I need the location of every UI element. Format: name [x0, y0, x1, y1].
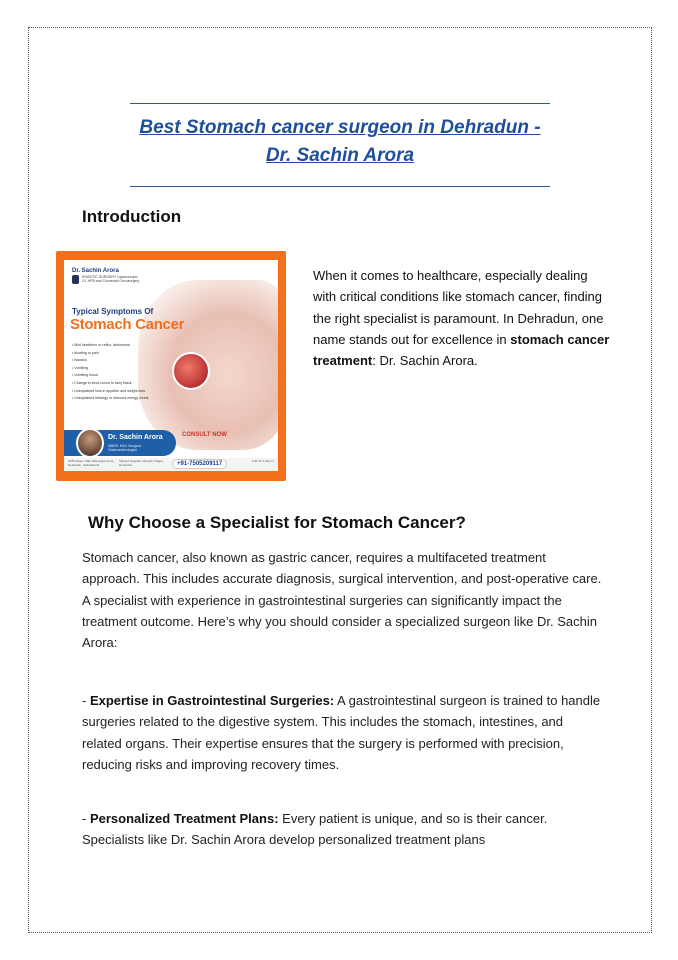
list-item: • Mild heartburn or reflux, abdominal: [72, 342, 172, 350]
document-title[interactable]: [130, 114, 550, 170]
intro-text-bold: stomach cancer treatment: [313, 331, 610, 369]
point-prefix: -: [82, 811, 90, 826]
intro-text-part2: : Dr. Sachin Arora.: [372, 353, 478, 369]
title-top-rule: [130, 103, 550, 104]
point-text: A gastrointestinal surgeon is trained to handle surgeries related to the digestive system. This includes the stomach, intestines, and related organs. Their expertise ensures that the surgery is performed with precision, reducing risks and improving recovery times.: [82, 693, 601, 772]
list-item: • Vomiting blood: [72, 372, 172, 380]
stomach-illustration-icon: [172, 352, 210, 390]
document-title-line1[interactable]: Best Stomach cancer surgeon in Dehradun -: [139, 117, 541, 138]
poster-address-1: GMS Road, Tilak Villa Apartments, Dehradun, Uttarakhand: [68, 459, 114, 467]
document-title-line2[interactable]: Dr. Sachin Arora: [265, 145, 415, 166]
point-label: Expertise in Gastrointestinal Surgeries:: [89, 693, 335, 708]
symptoms-poster-image: [56, 251, 286, 481]
poster-brand: Dr. Sachin Arora: [72, 268, 119, 274]
point-personalized: [82, 808, 602, 851]
point-text: Every patient is unique, and so is their cancer. Specialists like Dr. Sachin Arora develop personalized treatment plans: [82, 811, 548, 848]
why-choose-heading: Why Choose a Specialist for Stomach Cancer?: [88, 513, 466, 532]
why-choose-paragraph: Stomach cancer, also known as gastric cancer, requires a multifaceted treatment approach. This includes accurate diagnosis, surgical intervention, and post-operative care. A specialist with experience in gastrointestinal surgeries can significantly impact the treatment outcome. Here’s why you should consider a specialized surgeon like Dr. Sachin Arora:: [82, 550, 602, 651]
poster-inner: [64, 260, 278, 471]
poster-consult-label: CONSULT NOW: [182, 432, 227, 438]
list-item: • Nausea: [72, 357, 172, 365]
list-item: • Unexplained lethargy or reduced energy levels: [72, 395, 172, 403]
poster-time: 6:30 To 7:30 pm: [252, 459, 274, 463]
poster-brand-sub: ROBOTIC SURGERY Laparoscopic GI, HPB and Colorectal Oncosurgery: [82, 275, 140, 283]
list-item: • Unexplained loss in appetite and weight loss: [72, 388, 172, 396]
introduction-paragraph: [313, 265, 613, 371]
poster-typical-text: Typical Symptoms Of: [72, 307, 154, 316]
poster-stomach-cancer-title: Stomach Cancer: [70, 316, 185, 333]
point-prefix: -: [82, 693, 90, 708]
doctor-logo-icon: [72, 275, 79, 284]
introduction-heading: Introduction: [82, 207, 182, 226]
title-bottom-rule: [130, 186, 550, 187]
list-item: • Change in stool colour to tarry black: [72, 380, 172, 388]
poster-doctor-name: Dr. Sachin Arora: [108, 434, 163, 441]
intro-text-part1: When it comes to healthcare, especially dealing with critical conditions like stomach cancer, finding the right specialist is paramount. In Dehradun, one name stands out for excellence in: [313, 268, 604, 347]
list-item: • Vomiting: [72, 365, 172, 373]
poster-symptom-list: [72, 342, 172, 403]
avatar: [76, 428, 104, 458]
poster-phone: +91-7505209117: [172, 459, 227, 469]
list-item: • bloating or pain: [72, 350, 172, 358]
point-expertise: [82, 690, 602, 775]
poster-doctor-degree: MBBS, MCh Surgical Gastroenterologist: [108, 444, 141, 453]
point-label: Personalized Treatment Plans:: [89, 811, 279, 826]
poster-address-2: Velmed Hospital, Chander Nagar, Dehradun: [119, 459, 164, 467]
